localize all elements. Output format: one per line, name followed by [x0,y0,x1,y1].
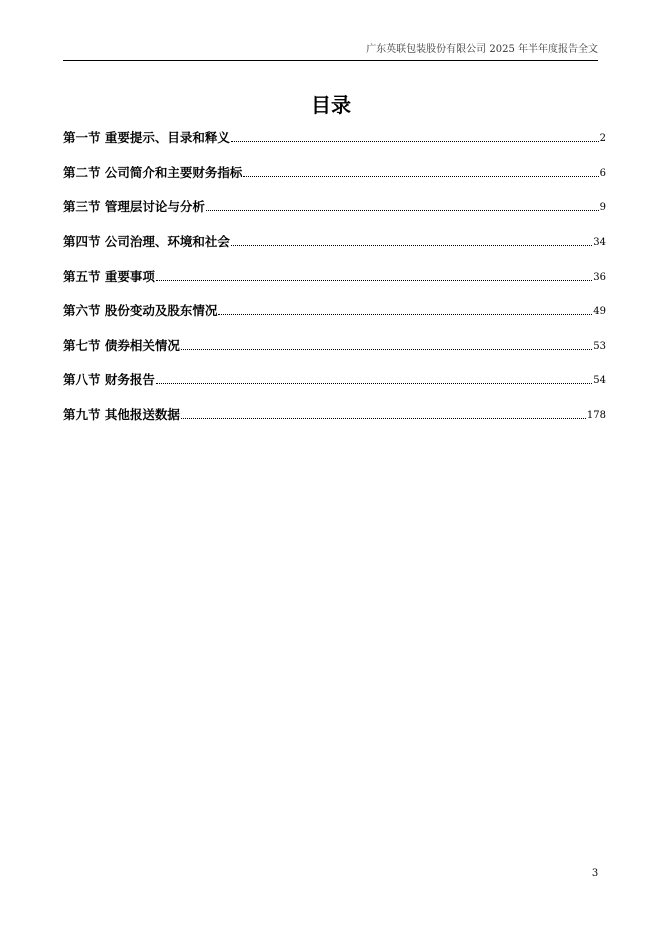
toc-entry-page: 34 [593,237,606,248]
toc-entry-section-5[interactable] [63,267,606,285]
toc-entry-label: 第八节 财务报告 [63,372,155,387]
toc-entry-label: 第三节 管理层讨论与分析 [63,199,205,214]
toc-entry-page: 53 [593,341,606,352]
header-text: 广东英联包装股份有限公司 2025 年半年度报告全文 [366,44,598,55]
dot-leader [181,349,592,350]
dot-leader [231,141,599,142]
toc-entry-page: 9 [599,202,606,213]
toc-entry-page: 54 [593,375,606,386]
dot-leader [156,383,592,384]
dot-leader [181,418,586,419]
dot-leader [156,280,592,281]
toc-entry-section-8[interactable] [63,370,606,388]
dot-leader [206,210,599,211]
dot-leader [243,176,598,177]
toc-entry-label: 第七节 债券相关情况 [63,338,180,353]
toc-entry-label: 第五节 重要事项 [63,269,155,284]
page-number: 3 [591,868,599,879]
toc-entry-label: 第四节 公司治理、环境和社会 [63,234,230,249]
toc-entry-section-4[interactable] [63,232,606,250]
toc-entry-label: 第六节 股份变动及股东情况 [63,303,218,318]
toc-entry-label: 第一节 重要提示、目录和释义 [63,130,230,145]
page-header [63,44,598,61]
toc-entry-section-7[interactable] [63,336,606,354]
toc-entry-page: 49 [593,306,606,317]
toc-entry-label: 第九节 其他报送数据 [63,407,180,422]
toc-entry-section-2[interactable] [63,163,606,181]
toc-entry-label: 第二节 公司简介和主要财务指标 [63,165,243,180]
toc-entry-page: 178 [586,410,606,421]
toc-entry-page: 2 [599,133,606,144]
dot-leader [218,314,592,315]
toc-entry-section-1[interactable] [63,128,606,146]
toc-title: 目录 [311,93,351,117]
dot-leader [231,245,592,246]
toc-entry-page: 6 [599,168,606,179]
toc-entry-section-3[interactable] [63,197,606,215]
toc-entry-section-6[interactable] [63,301,606,319]
toc-entry-section-9[interactable] [63,405,606,423]
toc-entry-page: 36 [593,272,606,283]
